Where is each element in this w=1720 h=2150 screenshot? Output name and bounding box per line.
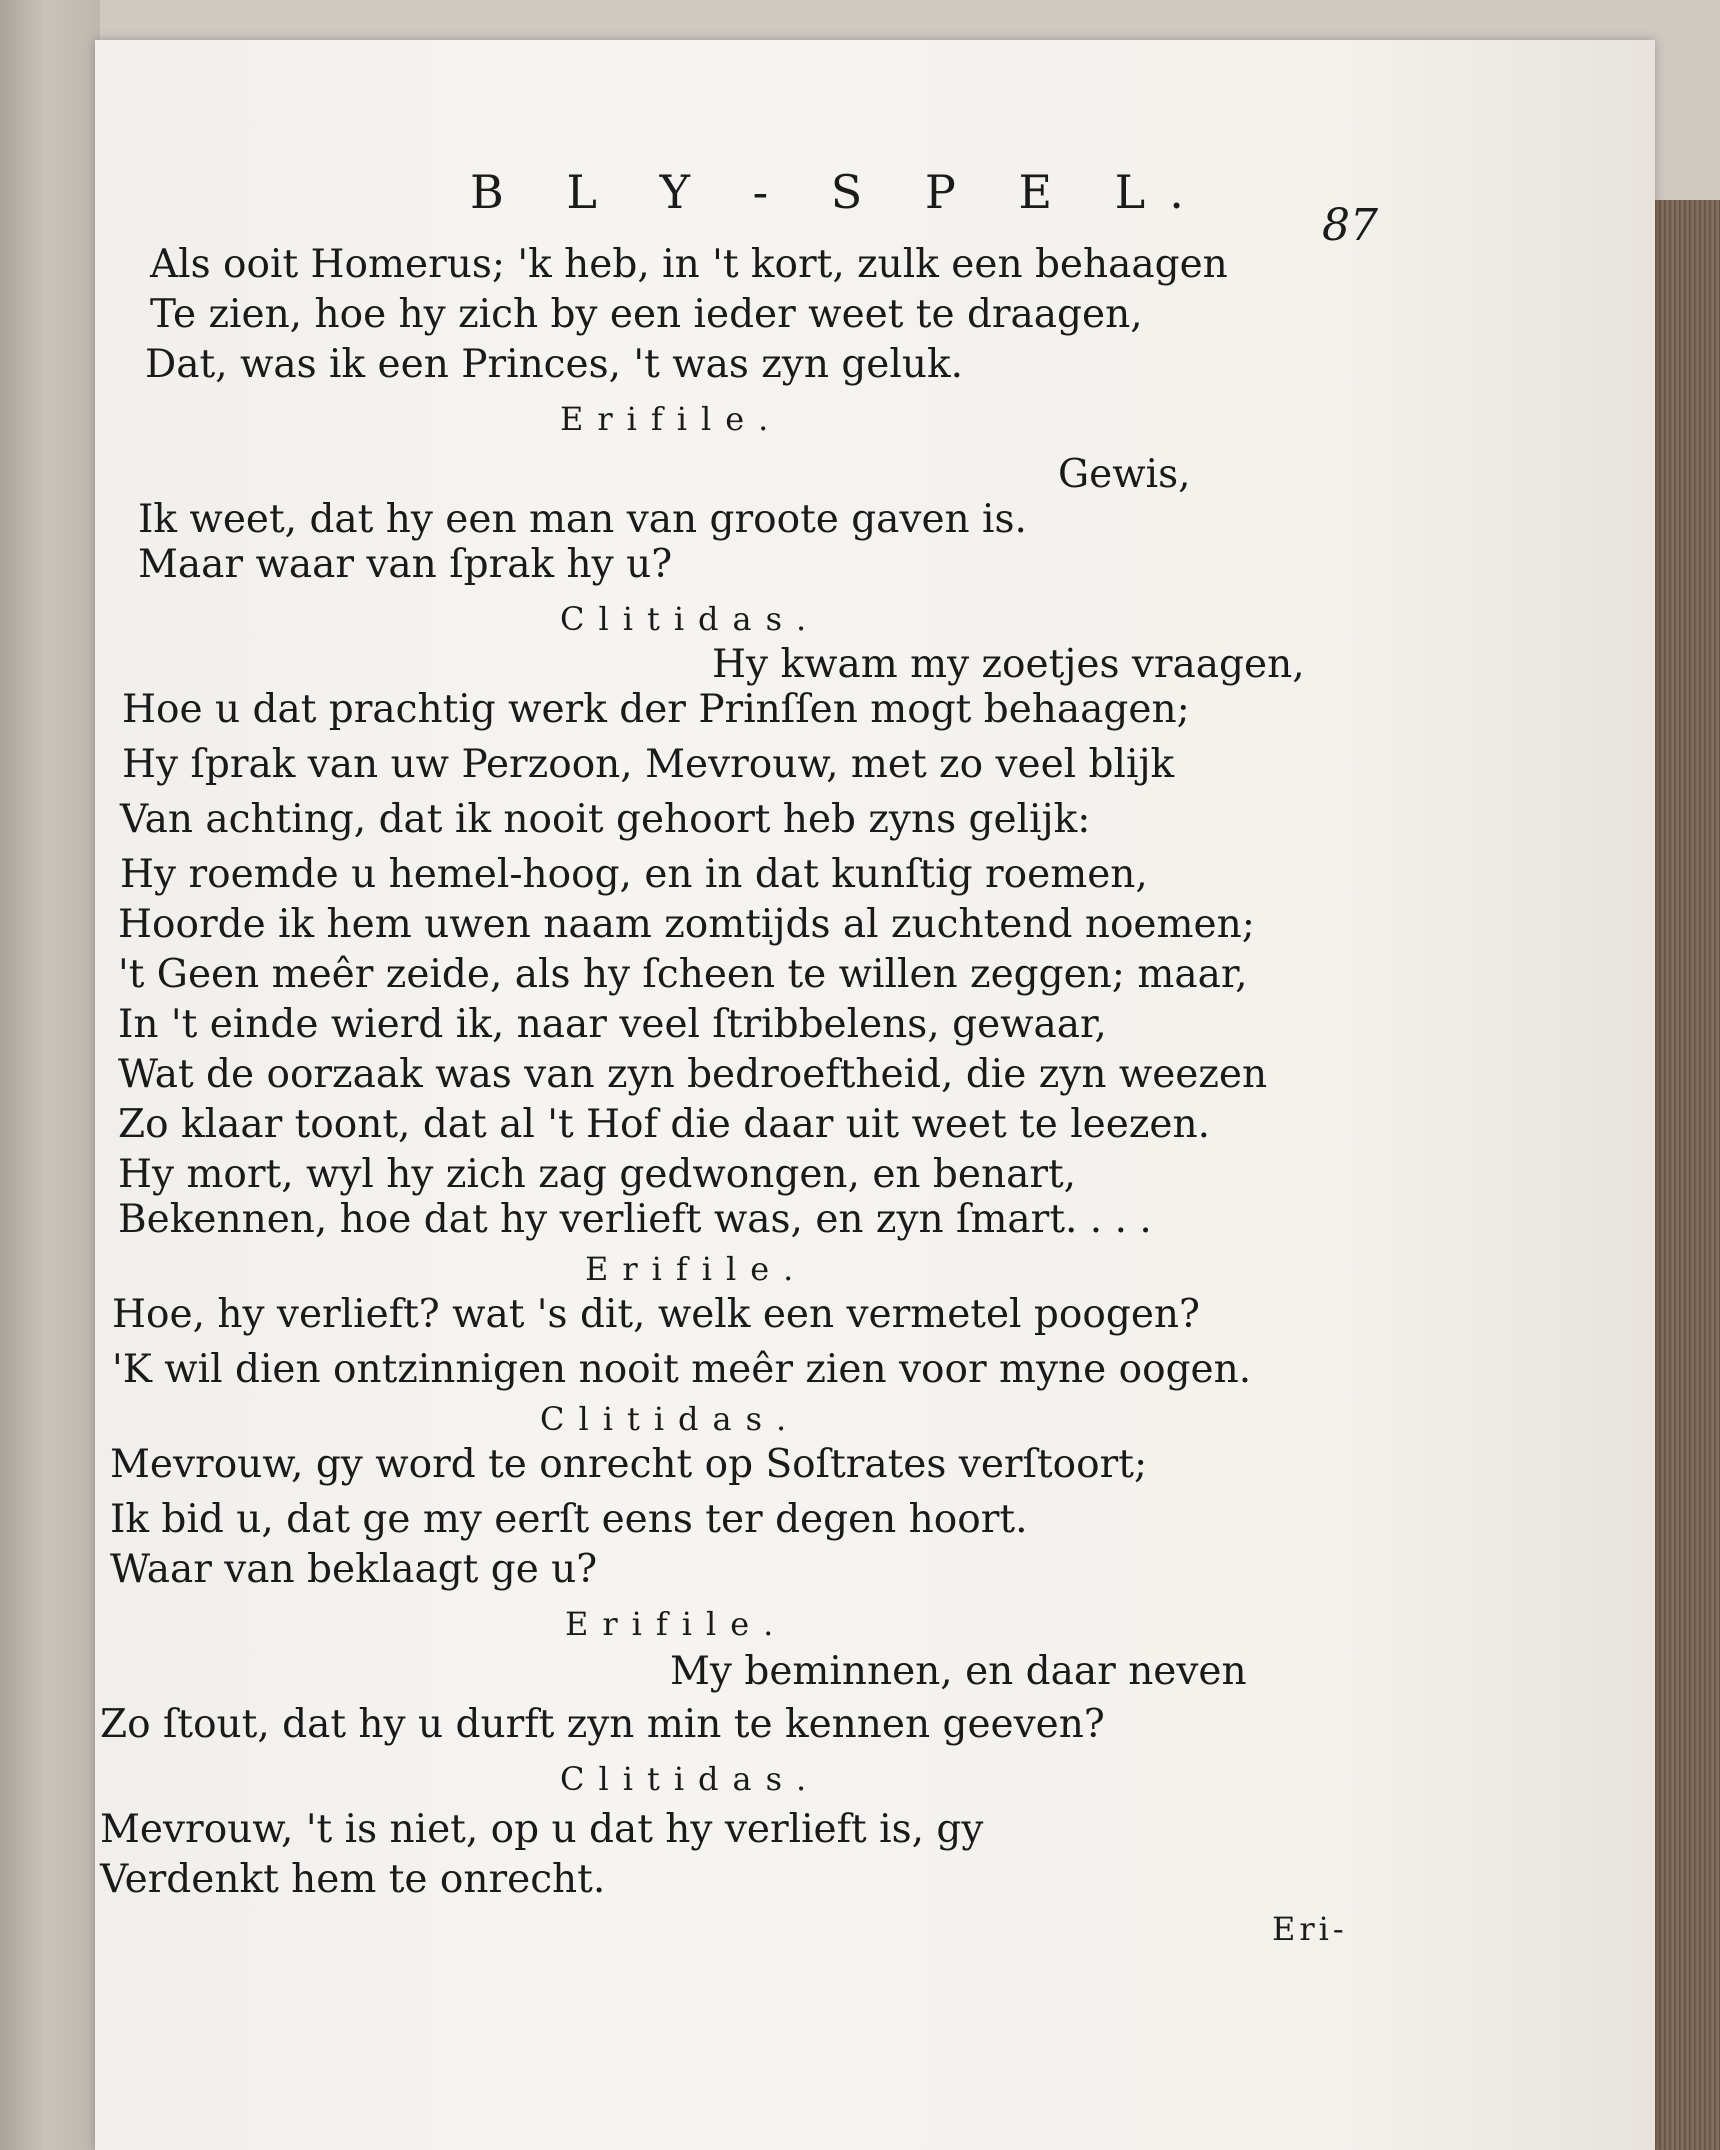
catchword: Eri-: [1272, 1910, 1348, 1948]
verse-line: Hy mort, wyl hy zich zag gedwongen, en benart,: [118, 1152, 1077, 1197]
verse-line: Hy kwam my zoetjes vraagen,: [712, 642, 1305, 687]
verse-line: Bekennen, hoe dat hy verlieft was, en zyn ſmart. . . .: [118, 1197, 1152, 1242]
verse-line: Gewis,: [1058, 452, 1191, 497]
verse-line: Van achting, dat ik nooit gehoort heb zyns gelijk:: [120, 797, 1091, 842]
verse-line: Hoorde ik hem uwen naam zomtijds al zuchtend noemen;: [118, 902, 1255, 947]
speaker-name: Erifile.: [565, 1605, 788, 1643]
verse-line: In 't einde wierd ik, naar veel ſtribbelens, gewaar,: [118, 1002, 1107, 1047]
verse-line: Zo klaar toont, dat al 't Hof die daar uit weet te leezen.: [118, 1102, 1210, 1147]
verse-line: Dat, was ik een Princes, 't was zyn geluk.: [145, 342, 964, 387]
verse-line: Ik weet, dat hy een man van groote gaven is.: [138, 497, 1027, 542]
verse-line: Zo ſtout, dat hy u durft zyn min te kennen geeven?: [100, 1702, 1105, 1747]
verse-line: 't Geen meêr zeide, als hy ſcheen te willen zeggen; maar,: [118, 952, 1248, 997]
verse-line: Ik bid u, dat ge my eerſt eens ter degen hoort.: [110, 1497, 1028, 1542]
verse-line: Maar waar van ſprak hy u?: [138, 542, 673, 587]
verse-line: Verdenkt hem te onrecht.: [100, 1857, 606, 1902]
running-head: B L Y - S P E L.: [470, 165, 1208, 219]
verse-line: Mevrouw, gy word te onrecht op Soſtrates verſtoort;: [110, 1442, 1148, 1487]
verse-line: Wat de oorzaak was van zyn bedroeftheid, die zyn weezen: [118, 1052, 1268, 1097]
verse-line: Hy roemde u hemel-hoog, en in dat kunſtig roemen,: [120, 852, 1148, 897]
verse-line: My beminnen, en daar neven: [670, 1649, 1247, 1694]
speaker-name: Erifile.: [585, 1250, 808, 1288]
verse-line: Mevrouw, 't is niet, op u dat hy verlieft is, gy: [100, 1807, 984, 1852]
verse-line: Hoe, hy verlieft? wat 's dit, welk een vermetel poogen?: [112, 1292, 1200, 1337]
speaker-name: Erifile.: [560, 400, 783, 438]
left-page-edge: [0, 0, 100, 2150]
verse-line: 'K wil dien ontzinnigen nooit meêr zien voor myne oogen.: [112, 1347, 1252, 1392]
speaker-name: Clitidas.: [540, 1400, 801, 1438]
verse-line: Als ooit Homerus; 'k heb, in 't kort, zulk een behaagen: [150, 242, 1228, 287]
verse-line: Te zien, hoe hy zich by een ieder weet te draagen,: [150, 292, 1143, 337]
verse-line: Hy ſprak van uw Perzoon, Mevrouw, met zo veel blijk: [122, 742, 1175, 787]
verse-line: Hoe u dat prachtig werk der Prinſſen mogt behaagen;: [122, 687, 1190, 732]
page-number: 87: [1322, 200, 1378, 251]
verse-line: Waar van beklaagt ge u?: [110, 1547, 598, 1592]
speaker-name: Clitidas.: [560, 1760, 821, 1798]
speaker-name: Clitidas.: [560, 600, 821, 638]
